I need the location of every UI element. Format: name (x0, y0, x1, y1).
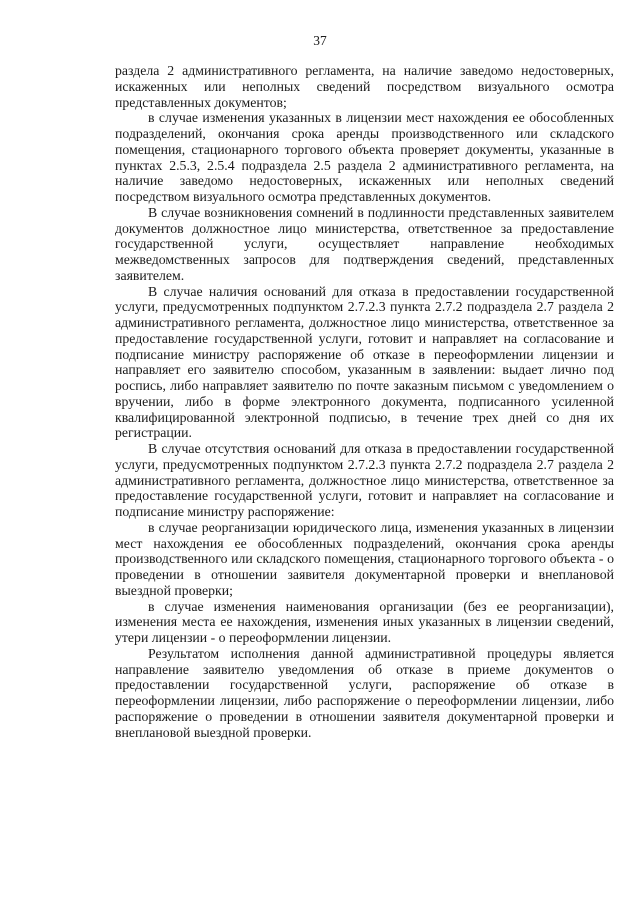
paragraph: в случае реорганизации юридического лица, изменения указанных в лицензии мест нахождения ее обособленных подразделений, окончания срока аренды производственного или складского помещения, стационарного торгового объекта - о проведении в отношении заявителя документарной проверки и внеплановой выездной проверки; (115, 519, 614, 598)
paragraph: В случае наличия оснований для отказа в предоставлении государственной услуги, предусмотренных подпунктом 2.7.2.3 пункта 2.7.2 подраздела 2.7 раздела 2 административного регламента, должностное лицо министерства, ответственное за предоставление государственной услуги, готовит и направляет на согласование и подписание министру распоряжение об отказе в переоформлении лицензии и направляет его заявителю способом, указанным в заявлении: выдает лично под роспись, либо направляет заявителю по почте заказным письмом с уведомлением о вручении, либо в форме электронного документа, подписанного усиленной квалифицированной электронной подписью, в течение трех дней со дня их регистрации. (115, 283, 614, 441)
paragraph: В случае возникновения сомнений в подлинности представленных заявителем документов должностное лицо министерства, ответственное за предоставление государственной услуги, осуществляет направление необходимых межведомственных запросов для подтверждения сведений, представленных заявителем. (115, 204, 614, 283)
paragraph: В случае отсутствия оснований для отказа в предоставлении государственной услуги, предусмотренных подпунктом 2.7.2.3 пункта 2.7.2 подраздела 2.7 раздела 2 административного регламента, должностное лицо министерства, ответственное за предоставление государственной услуги, готовит и направляет на согласование и подписание министру распоряжение: (115, 441, 614, 519)
paragraph: в случае изменения указанных в лицензии мест нахождения ее обособленных подразделений, окончания срока аренды производственного или складского помещения, стационарного торгового объекта проверяет документы, указанные в пунктах 2.5.3, 2.5.4 подраздела 2.5 раздела 2 административного регламента, на наличие заведомо недостоверных, искаженных или неполных сведений посредством визуального осмотра представленных документов. (115, 110, 614, 204)
document-body (115, 63, 614, 740)
paragraph-continuation: раздела 2 административного регламента, на наличие заведомо недостоверных, искаженных или неполных сведений посредством визуального осмотра представленных документов; (115, 63, 614, 110)
page-number: 37 (313, 33, 327, 48)
paragraph: Результатом исполнения данной административной процедуры является направление заявителю уведомления об отказе в приеме документов о предоставлении государственной услуги, распоряжение об отказе в переоформлении лицензии, либо распоряжение о переоформлении лицензии, либо распоряжение о проведении в отношении заявителя документарной проверки и внеплановой выездной проверки. (115, 645, 614, 740)
paragraph: в случае изменения наименования организации (без ее реорганизации), изменения места ее нахождения, изменения иных указанных в лицензии сведений, утери лицензии - о переоформлении лицензии. (115, 598, 614, 645)
